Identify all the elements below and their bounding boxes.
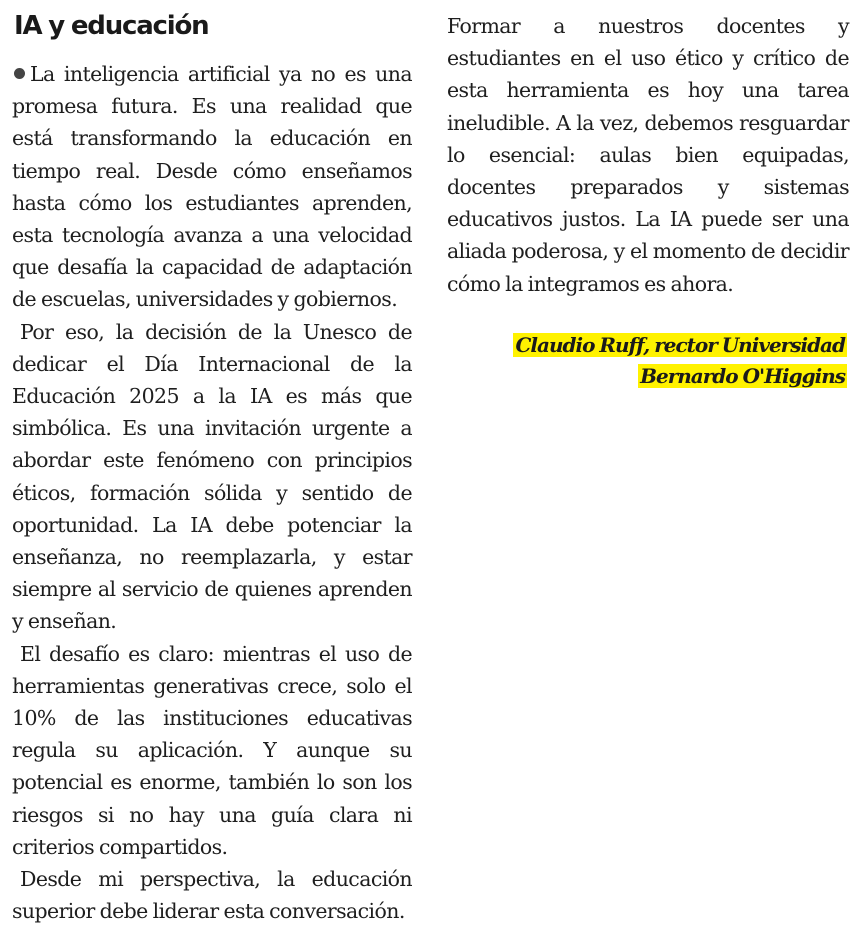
paragraph-5: Formar a nuestros docentes y estudiantes en el uso ético y crítico de esta herramienta es hoy una tarea ineludible. A la vez, debemos resguardar lo esencial: aulas bien equipadas, docentes preparados y sistemas educativos justos. La IA puede ser una aliada poderosa, y el momento de decidir cómo la integramos es ahora. [447,14,849,296]
author-signature [447,330,849,392]
signature-line-2 [447,361,847,392]
signature-line-1-text: Claudio Ruff, rector Universidad [515,332,845,357]
article-headline: IA y educación [14,11,209,41]
right-column [447,10,849,392]
paragraph-2: Por eso, la decisión de la Unesco de dedicar el Día Internacional de la Educación 2025 a la IA es más que simbólica. Es una invitación urgente a abordar este fenómeno con principios éticos, formación sólida y sentido de oportunidad. La IA debe potenciar la enseñanza, no reemplazarla, y estar siempre al servicio de quienes aprenden y enseñan. [12,319,412,634]
paragraph-3: El desafío es claro: mientras el uso de herramientas generativas crece, solo el 10% de las instituciones educativas regula su aplicación. Y aunque su potencial es enorme, también lo son los riesgos si no hay una guía clara ni criterios compartidos. [12,641,412,859]
paragraph-4: Desde mi perspectiva, la educación superior debe liderar esta conversación. [12,867,412,924]
bullet-icon [14,68,25,79]
paragraph-1-text: La inteligencia artificial ya no es una promesa futura. Es una realidad que está transformando la educación en tiempo real. Desde cómo enseñamos hasta cómo los estudiantes aprenden, esta tecnología avanza a una velocidad que desafía la capacidad de adaptación de escuelas, universidades y gobiernos. [12,62,412,312]
paragraph-1 [12,58,412,316]
signature-line-1 [447,330,847,361]
left-column [12,0,412,927]
signature-line-2-text: Bernardo O'Higgins [640,363,845,388]
